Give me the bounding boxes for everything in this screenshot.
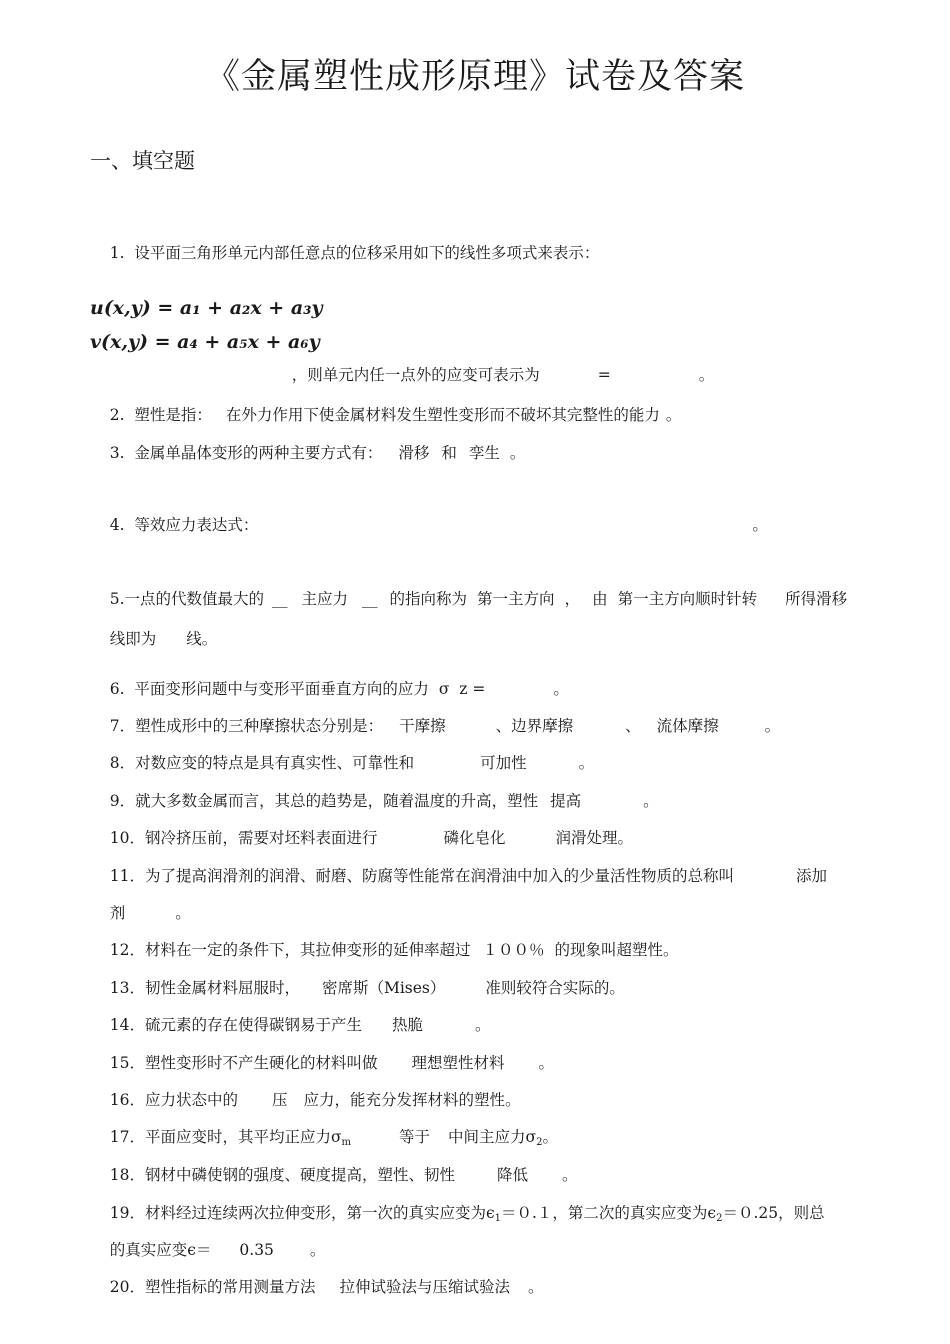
question-5-cont: 线即为 线。 [109, 630, 218, 648]
question-8: 8．对数应变的特点是具有真实性、可靠性和 可加性 。 [109, 754, 595, 772]
question-1-text: 1. 设平面三角形单元内部任意点的位移采用如下的线性多项式来表示： [109, 244, 600, 262]
question-17: 17．平面应变时，其平均正应力σm 等于 中间主应力σ2。 [109, 1128, 559, 1148]
question-11-cont: 剂 。 [109, 904, 191, 922]
question-12: 12．材料在一定的条件下，其拉伸变形的延伸率超过 １００％ 的现象叫超塑性。 [109, 941, 679, 959]
answer-15: 理想塑性材料 [411, 1054, 505, 1072]
question-15: 15．塑性变形时不产生硬化的材料叫做 理想塑性材料 。 [109, 1054, 554, 1072]
answer-14: 热脆 [391, 1016, 423, 1034]
question-2: 2. 塑性是指： 在外力作用下使金属材料发生塑性变形而不破坏其完整性的能力 。 [109, 406, 682, 424]
question-6: 6. 平面变形问题中与变形平面垂直方向的应力 σ z = 。 [109, 680, 569, 698]
answer-16: 压 [271, 1091, 288, 1109]
question-20: 20．塑性指标的常用测量方法 拉伸试验法与压缩试验法 。 [109, 1278, 544, 1296]
question-7: 7．塑性成形中的三种摩擦状态分别是： 干摩擦 、边界摩擦 、 流体摩擦 。 [109, 717, 781, 735]
answer-7a: 干摩擦 [399, 717, 446, 735]
answer-12: １００％ [482, 941, 545, 959]
answer-7b: 、边界摩擦 [495, 717, 574, 735]
question-9: 9．就大多数金属而言，其总的趋势是，随着温度的升高，塑性 提高 。 [109, 792, 659, 810]
answer-18: 降低 [496, 1166, 528, 1184]
question-13: 13．韧性金属材料屈服时， 密席斯（Mises） 准则较符合实际的。 [109, 979, 625, 997]
question-1 [90, 220, 599, 286]
question-10: 10．钢冷挤压前，需要对坯料表面进行 磷化皂化 润滑处理。 [109, 829, 633, 847]
question-19: 19．材料经过连续两次拉伸变形，第一次的真实应变为ϵ1＝０.１，第二次的真实应变为ϵ2＝０.25，则总 [109, 1204, 825, 1224]
section-heading: 一、填空题 [90, 149, 195, 173]
answer-13: 密席斯（Mises） [321, 979, 446, 997]
question-1-tail: ，则单元内任一点外的应变可表示为 = 。 [291, 366, 715, 384]
answer-8: 可加性 [480, 754, 527, 772]
question-3: 3. 金属单晶体变形的两种主要方式有： 滑移 和 孪生 。 [109, 444, 526, 462]
answer-17: 中间主应力σ [448, 1128, 537, 1146]
answer-7c: 流体摩擦 [656, 717, 719, 735]
answer-3a: 滑移 [398, 444, 430, 462]
answer-5c: 第一主方向顺时针转 [617, 590, 758, 608]
question-19-cont: 的真实应变ϵ＝ 0.35 。 [109, 1241, 326, 1259]
answer-5a: 主应力 [301, 590, 349, 608]
question-14: 14．硫元素的存在使得碳钢易于产生 热脆 。 [109, 1016, 491, 1034]
answer-10: 磷化皂化 [443, 829, 506, 847]
question-5: 5.一点的代数值最大的 __ 主应力 __ 的指向称为 第一主方向 ， 由 第一主方向顺时针转 所得滑移 [109, 590, 848, 608]
question-16: 16．应力状态中的 压 应力，能充分发挥材料的塑性。 [109, 1091, 521, 1109]
question-18: 18．钢材中磷使钢的强度、硬度提高，塑性、韧性 降低 。 [109, 1166, 578, 1184]
answer-3b: 孪生 [468, 444, 500, 462]
question-4: 4. 等效应力表达式： 。 [109, 516, 768, 534]
formula-v: v(x,y) = a₄ + a₅x + a₆y [90, 331, 320, 353]
question-11: 11．为了提高润滑剂的润滑、耐磨、防腐等性能常在润滑油中加入的少量活性物质的总称叫 添加 [109, 867, 827, 885]
formula-u: u(x,y) = a₁ + a₂x + a₃y [90, 297, 323, 319]
answer-11: 添加 [795, 867, 827, 885]
answer-19: 0.35 [239, 1241, 274, 1259]
answer-2: 在外力作用下使金属材料发生塑性变形而不破坏其完整性的能力 [225, 406, 660, 424]
answer-20: 拉伸试验法与压缩试验法 [339, 1278, 510, 1296]
page-title: 《金属塑性成形原理》试卷及答案 [204, 57, 745, 97]
answer-9: 提高 [550, 792, 582, 810]
answer-5b: 第一主方向 [477, 590, 555, 608]
